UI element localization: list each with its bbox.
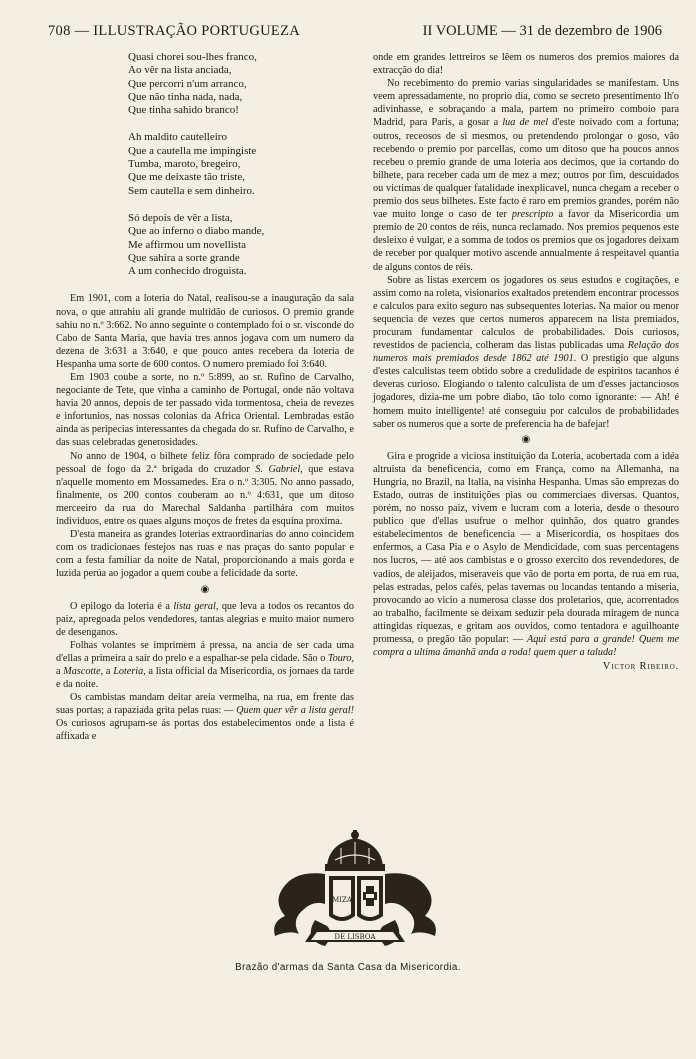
paragraph: Em 1903 coube a sorte, no n.º 5:899, ao sr. Rufino de Carvalho, negociante de Tete, que vinha a caminho de Portugal, onde não voltava havia 20 annos, depois de ter passado vida tormentosa, cheia de revezes e infortunios, nas nossas colonias da Africa Oriental. Lembradas estão ainda as peripecias interessantes da chegada do sr. Rufino de Carvalho, e das suas celebradas generosidades. (56, 372, 354, 449)
author-signature: Victor Ribeiro. (602, 661, 679, 673)
paragraph: No anno de 1904, o bilhete feliz fôra comprado de sociedade pelo pessoal de fogo da 2.ª brigada do cruzador S. Gabriel, que estava n'aquelle momento em Mossamedes. Era o n.º 3:305. No anno passado, finalmente, os 200 contos couberam ao n.º 4:631, que um ditoso merceeiro da rua do Marechal Saldanha partilhára com muitos individuos, entre os quaes alguns moços de fretes da esquina proxima. (56, 450, 354, 528)
paragraph: D'esta maneira as grandes loterias extraordinarias do anno coincidem com os tradicionaes festejos nas ruas e nas praças do santo popular e com a festa familiar da noite de Natal, proporcionando a mais gorda e luzida perúa ao jogador a quem coube a felicidade da sorte. (56, 529, 354, 580)
coat-of-arms-emblem (255, 830, 455, 955)
poem-line: Que ao inferno o diabo mande, (128, 225, 265, 238)
poem-stanza-1 (128, 51, 354, 117)
poem-line: Que me deixaste tão triste, (128, 171, 245, 184)
poem-line: Ah maldito cautelleiro (128, 131, 227, 144)
header-right: II VOLUME — 31 de dezembro de 1906 (422, 23, 662, 39)
poem-line: A um conhecido droguista. (128, 265, 247, 278)
paragraph: Sobre as listas exercem os jogadores os seus estudos e cogitações, e assim como na roleta, visionarios exaltados pretendem encontrar processos e calculos para exito seguro nas subsequentes loterias. Na maior ou menor sequencia de vezes que certos numeros apparecem na lista premiados, procuram fundamentar calculos de probabilidades. Dois curiosos, revestidos de paciencia, colheram das listas publicadas uma Relação dos numeros mais premiados desde 1862 até 1901. O prestigio que alguns d'estes calculistas teem obtido sobre a credulidade de espiritos tacanhos é deveras curioso. Elogiando o talento calculista de um d'esses jactanciosos jogadores, dizia-me um pobre diabo, tão tolo como ignorante: — Ah! é homem muito intelligente! até conseguiu por calculos de probabilidades saber os numeros que a sorte de preferencia ha de bafejar! (373, 274, 679, 430)
section-separator: ◉ (200, 583, 210, 595)
section-separator: ◉ (521, 433, 531, 445)
poem-line: Que percorri n'um arranco, (128, 77, 247, 90)
poem-line: Que a cautella me impingiste (128, 144, 257, 157)
paragraph: Os cambistas mandam deitar areia vermelha, na rua, em frente das suas portas; a rapaziada grita pelas ruas: — Quem quer vêr a lista geral! Os curiosos agrupam-se ás portas dos estabelecimentos onde a lista é affixada e (56, 692, 354, 743)
poem-line: Que não tinha nada, nada, (128, 90, 243, 103)
poem-line: Quasi chorei sou-lhes franco, (128, 51, 257, 63)
paragraph: No recebimento do premio varias singularidades se manifestam. Uns veem apressadamente, no proprio dia, como se secreto presentimento lh'o adivinhasse, e sobraçando a mala, partem no primeiro comboio para Madrid, para Paris, a gosar a lua de mel d'este noivado com a fortuna; outros, receosos de si mesmos, ou pretendendo prolongar o goso, vão recebendo o premio por parcellas, como um ditoso que ha poucos annos recebeu o premio grande de uma loteria aos decimos, que ia cortando do bilhete, para receber cada um de mez a mez; outros por fim, descuidados ou victimas de qualquer fatalidade inexplicavel, nunca chegam a receber o premio dos seus bilhetes. Este facto é raro em premios grandes, porém não vae muito longe o caso de ter prescripto a favor da Misericordia um premio de 20 contos de réis, nunca reclamado. Nos premios pequenos este desleixo é vulgar, e a somma de todos os premios que os jogadores deixam de receber por qualquer motivo ascende annualmente á respeitavel quantia de alguns contos de réis. (373, 78, 680, 273)
poem-line: Tumba, maroto, bregeiro, (128, 158, 241, 171)
seal-text: MIZA (332, 896, 352, 904)
paragraph: Folhas volantes se imprimem á pressa, na ancia de ser cada uma d'ellas a primeira a sair do prelo e a espalhar-se pela cidade. São o Touro, a Mascotte, a Loteria, a lista official da Misericordia, os jornaes da tarde e da noite. (56, 639, 354, 691)
paragraph: onde em grandes lettreiros se lêem os numeros dos premios maiores da extracção do dia! (373, 52, 679, 77)
ribbon-banner (305, 930, 405, 942)
ribbon-text: DE LISBOA (334, 933, 376, 941)
paragraph: Em 1901, com a loteria do Natal, realisou-se a inauguração da sala nova, o que attrahiu ali grande multidão de curiosos. O premio grande sahiu no n.º 3:662. No anno seguinte o contemplado foi o sr. visconde do Cabo de Santa Maria, que havia tres annos jogava com um numero da dezena de 3:631 a 3:640, e que pouco antes recebera da loteria de Hespanha uma sorte de 600 contos. O numero premiado foi 3:640. (56, 293, 354, 370)
shield-icon (329, 876, 383, 921)
left-column (56, 51, 354, 744)
poem-line: Que tinha sahido branco! (128, 104, 239, 117)
poem (128, 51, 354, 278)
poem-line: Sem cautella e sem dinheiro. (128, 184, 255, 197)
poem-line: Que sahira a sorte grande (128, 251, 240, 264)
header-left: 708 — ILLUSTRAÇÃO PORTUGUEZA (48, 23, 301, 39)
poem-line: Me affirmou um novellista (128, 238, 247, 251)
paragraph: O epilogo da loteria é a lista geral, que leva a todos os recantos do paiz, apregoada pelos vendedores, tantas alegrias e muito maior numero de desenganos. (56, 600, 354, 638)
right-column (373, 51, 679, 673)
poem-line: Ao vêr na lista anciada, (128, 64, 232, 77)
poem-stanza-2 (128, 131, 354, 197)
poem-stanza-3 (128, 212, 354, 278)
poem-line: Só depois de vêr a lista, (128, 211, 233, 224)
emblem-caption: Brazão d'armas da Santa Casa da Misericordia. (235, 962, 461, 973)
crown-icon (325, 830, 385, 871)
paragraph: Gira e progride a viciosa instituição da Loteria, acobertada com a idéa altruista da beneficencia, como em França, como na Allemanha, na Hungria, no Brazil, na Italia, na visinha Hespanha. Umas são emprezas do Estado, outras de instituições pias ou commerciaes diversas. Quantos, porém, no nosso paiz, vivem e lucram com a loteria, desde o thesouro publico que d'ellas usufrue o melhor quinhão, dos quatro grandes estabelecimentos de beneficencia — a Misericordia, os hospitaes dos enfermos, a Casa Pia e o Asylo de Mendicidade, com suas percentagens nos lucros, — até aos cambistas e o grosso exercito dos revendedores, de vadios, de aleijados, miseraveis que vão de porta em porta, de rua em rua, pelas estradas, pelos cafés, pelas tavernas ou locandas tentando a miseria, provocando ao vicio a numerosa classe dos proletarios, que, acorrentados ao trabalho, facilmente se deixam seduzir pela dourada miragem de nunca attingidas riquezas, e gritam aos ouvidos, como tentadora e aguilhoante promessa, o pregão tão popular: — Aqui está para a grande! Quem me compra a ultima âmanhã anda a roda! quem quer a taluda! (373, 450, 679, 659)
